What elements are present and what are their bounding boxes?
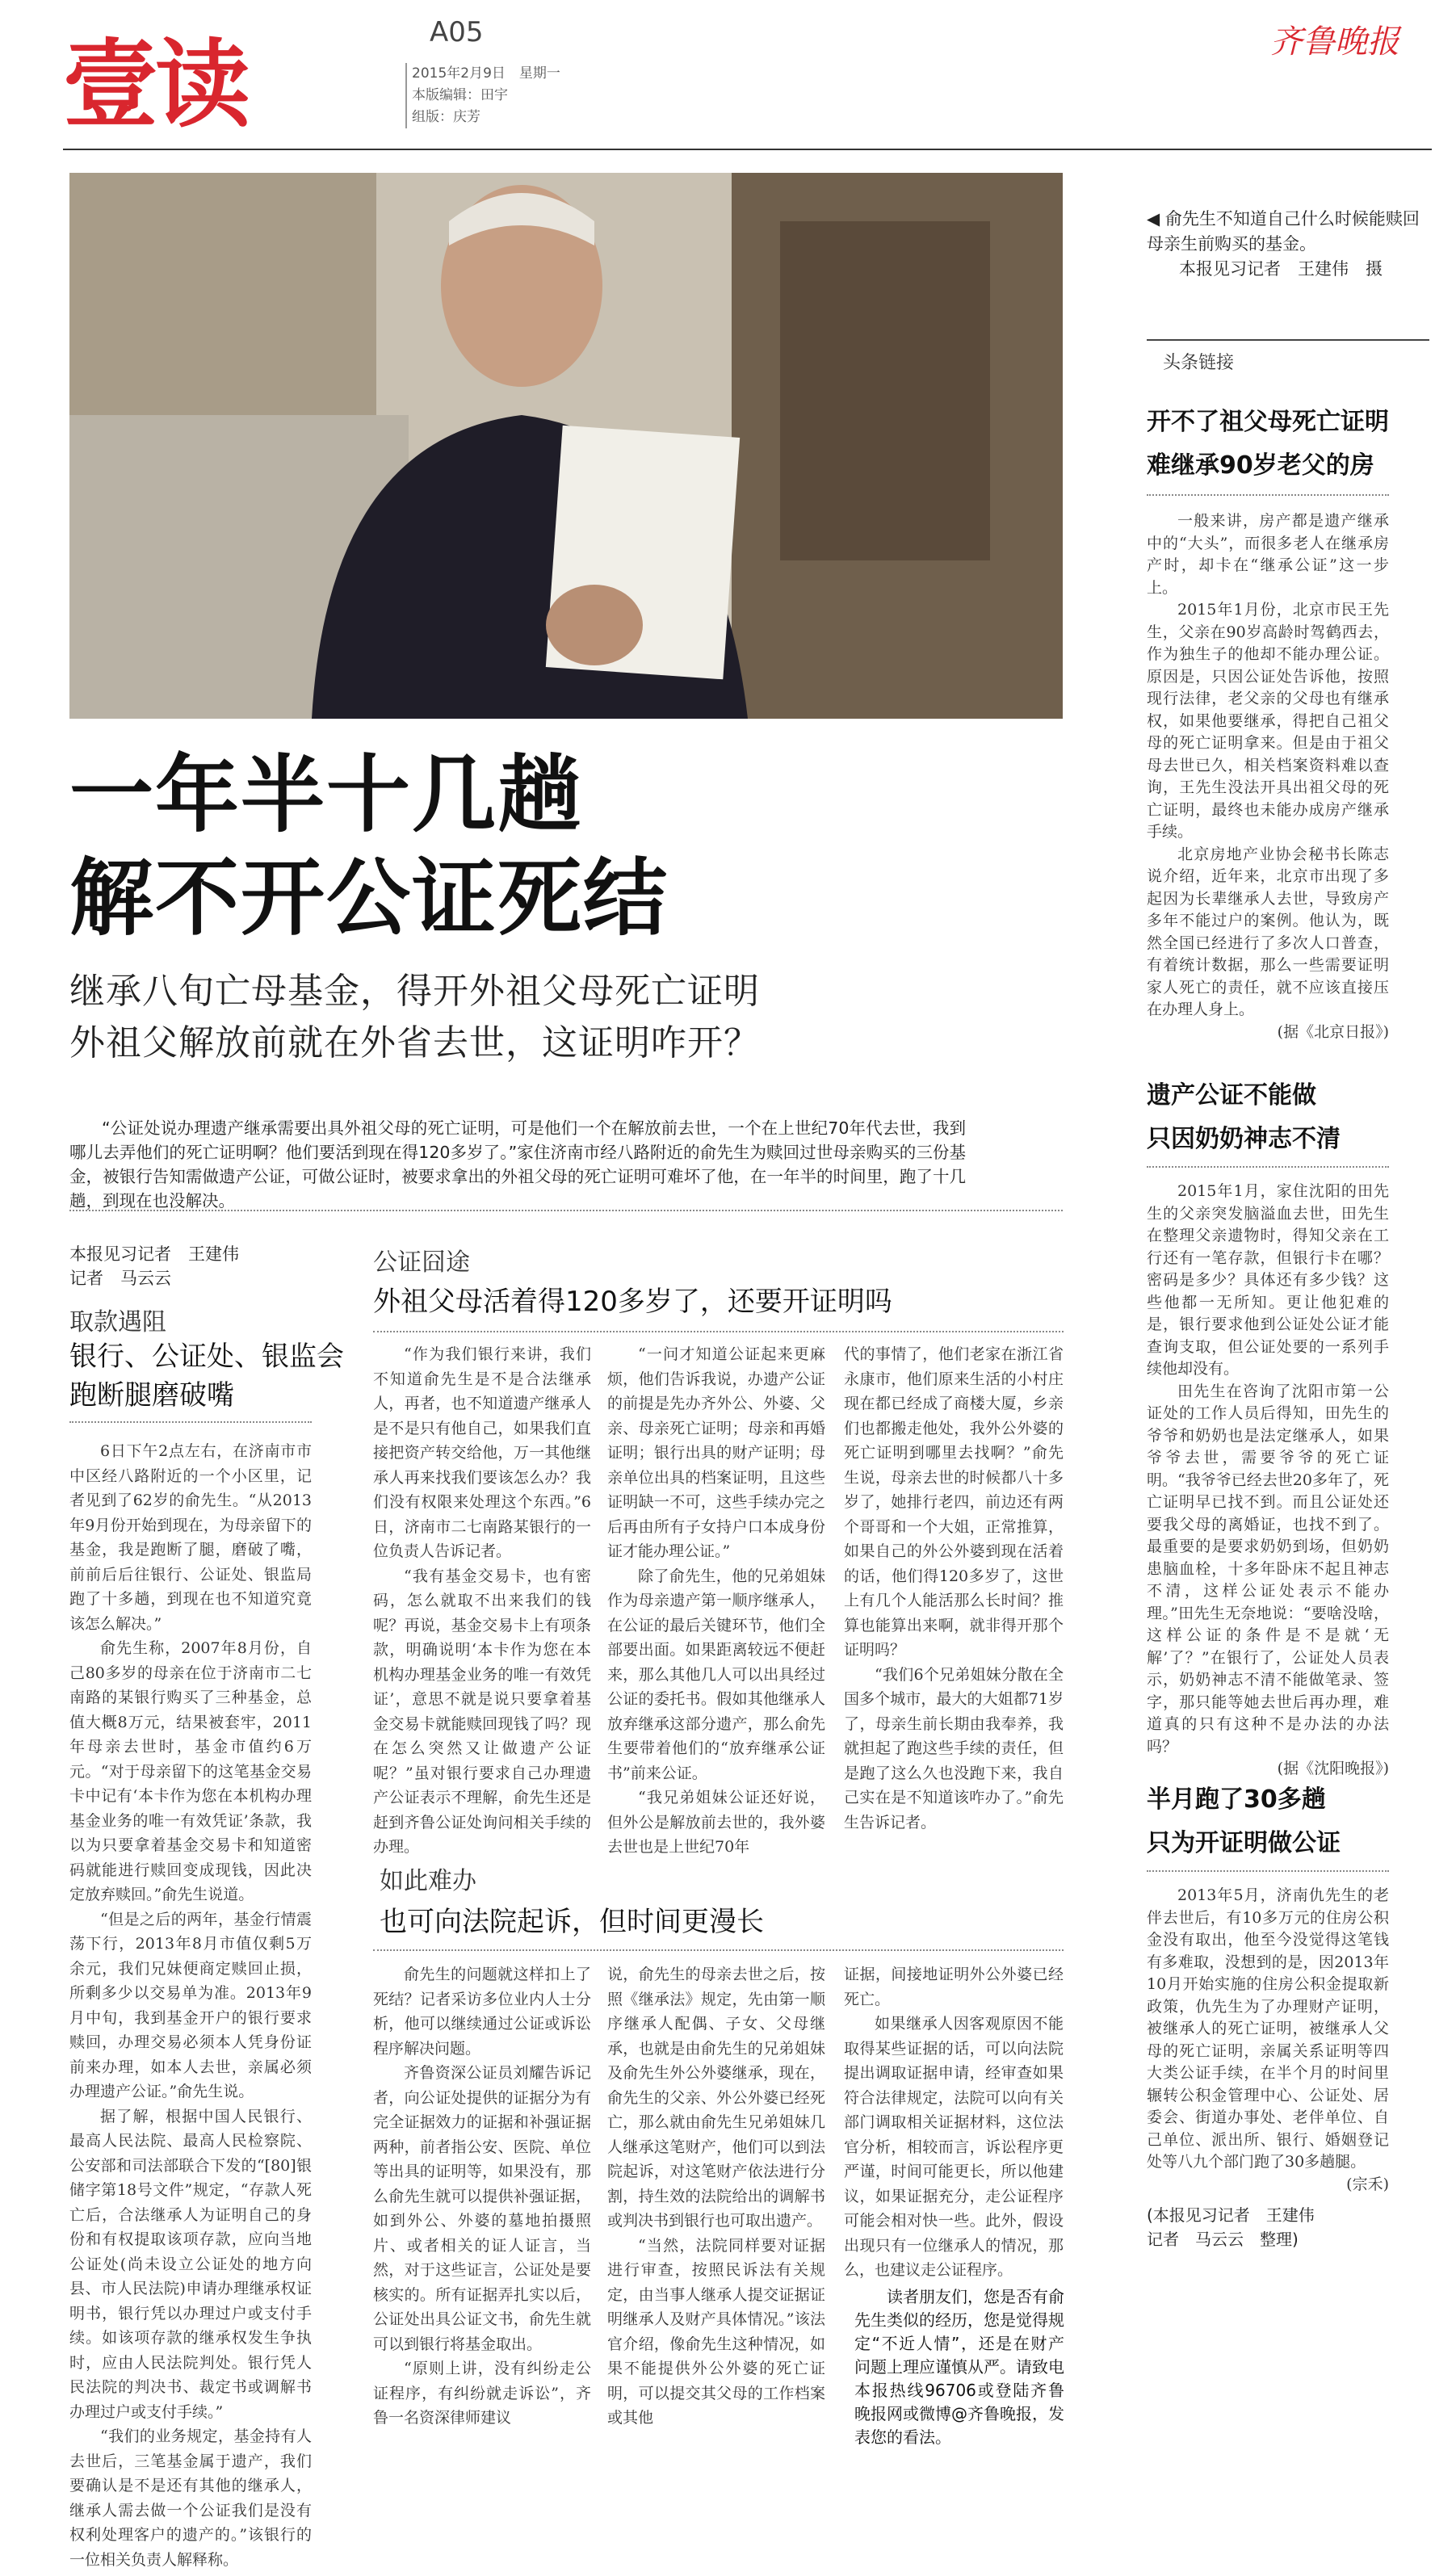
sidebar-story3-title [1147,1778,1437,1865]
masthead-title: 壹读 [63,29,248,141]
column-2-lower [373,1962,591,2447]
sidebar-story3-title-line-1: 半月跑了30多趟 [1147,1785,1326,1814]
reader-feedback-note: 读者朋友们，您是否有俞先生类似的经历，您是觉得规定“不近人情”，还是在财产问题上理应谨慎从严。请致电本报热线96706或登陆齐鲁晚报网或微博@齐鲁晚报，发表您的看法。 [854,2287,1064,2447]
paragraph: 俞先生的问题就这样扣上了死结？记者采访多位业内人士分析，他可以继续通过公证或诉讼程序解决问题。 [373,1966,591,2058]
section2-label: 公证囧途 [373,1248,470,1277]
paragraph: 田先生在咨询了沈阳市第一公证处的工作人员后得知，田先生的爷爷和奶奶也是法定继承人，如果爷爷去世，需要爷爷的死亡证明。“我爷爷已经去世20多年了，死亡证明早已找不到。而且公证处还要我父母的离婚证，也找不到了。最重要的是要求奶奶到场，但奶奶患脑血栓，十多年卧床不起且神志不清，这样公证处表示不能办理。”田先生无奈地说：“要啥没啥，这样公证的条件是不是就‘无解’了？”在银行了，公证处人员表示，奶奶神志不清不能做笔录、签字，那只能等她去世后再办理，难道真的只有这种不是办法的办法吗？ [1147,1382,1389,1756]
newspaper-logo: 齐鲁晚报 [1270,23,1399,61]
byline-reporter-1: 本报见习记者 王建伟 [69,1244,239,1264]
column-4-lower [844,1962,1064,2277]
lead-divider [69,1210,1063,1211]
column-4-upper [844,1342,1064,1843]
paragraph: 一般来讲，房产都是遗产继承中的“大头”，而很多老人在继承房产时，却卡在“继承公证”这一步上。 [1147,512,1389,597]
section2-title: 外祖父母活着得120多岁了，还要开证明吗 [373,1286,892,1318]
section1-title [69,1337,344,1415]
sidebar-story1-title [1147,401,1437,488]
paragraph: 除了俞先生，他的兄弟姐妹作为母亲遗产第一顺序继承人，在公证的最后关键环节，他们全部要出面。如果距离较远不便赶来，那么其他几人可以出具经过公证的委托书。假如其他继承人放弃继承这部分遗产，那么俞先生要带着他们的“放弃继承公证书”前来公证。 [607,1567,825,1782]
paragraph: 6日下午2点左右，在济南市市中区经八路附近的一个小区里，记者见到了62岁的俞先生。“从2013年9月份开始到现在，为母亲留下的基金，我是跑断了腿，磨破了嘴，前前后后往银行、公证处、银监局跑了十多趟，到现在也不知道究竟该怎么解决。” [69,1442,312,1633]
photo-illustration [69,173,1063,719]
section2-divider [373,1331,1064,1332]
sidebar-story2-body [1147,1181,1389,1777]
paragraph: “我兄弟姐妹公证还好说，但外公是解放前去世的，我外婆去世也是上世纪70年 [607,1789,825,1856]
sidebar-story2-title-line-1: 遗产公证不能做 [1147,1081,1316,1110]
photo-caption [1147,207,1421,282]
column-3-upper [607,1342,825,1856]
section1-label: 取款遇阻 [69,1308,166,1336]
byline [69,1242,239,1290]
lead-paragraph: “公证处说办理遗产继承需要出具外祖父母的死亡证明，可是他们一个在解放前去世，一个在上世纪70年代去世，我到哪儿去弄他们的死亡证明啊？他们要活到现在得120多岁了。”家住济南市经八路附近的俞先生为赎回过世母亲购买的三份基金，被银行告知需做遗产公证，可做公证时，被要求拿出的外祖父母的死亡证明可难坏了他，在一年半的时间里，跑了十几趟，到现在也没解决。 [69,1118,966,1210]
sidebar-credit [1147,2203,1421,2251]
column-3-lower [607,1962,825,2447]
section1-title-line-2: 跑断腿磨破嘴 [69,1379,234,1412]
section3-title: 也可向法院起诉，但时间更漫长 [380,1906,764,1938]
section3-divider [373,1949,1064,1951]
page-editor: 本版编辑：田宇 [405,85,560,107]
sidebar-credit-line-2: 记者 马云云 整理) [1147,2230,1299,2249]
sidebar-story2-divider [1147,1166,1389,1168]
caption-text: ◀ 俞先生不知道自己什么时候能赎回母亲生前购买的基金。 [1147,209,1420,254]
sidebar-credit-line-1: (本报见习记者 王建伟 [1147,2205,1315,2225]
subheadline [69,966,760,1069]
masthead-rule [63,149,1432,150]
sidebar-story1-title-line-1: 开不了祖父母死亡证明 [1147,408,1389,436]
headline-line-2: 解不开公证死结 [69,849,669,947]
paragraph: 北京房地产业协会秘书长陈志说介绍，近年来，北京市出现了多起因为长辈继承人去世，导致房产多年不能过户的案例。他认为，既然全国已经进行了多次人口普查，有着统计数据，那么一些需要证明家人死亡的责任，就不应该直接压在办理人身上。 [1147,845,1389,1018]
sidebar-story2-title [1147,1074,1437,1161]
subheadline-line-1: 继承八旬亡母基金，得开外祖父母死亡证明 [69,971,760,1012]
sidebar-story3-source: (宗禾) [1346,2175,1389,2193]
sidebar-story1-source: (据《北京日报》) [1277,1022,1389,1041]
paragraph: “但是之后的两年，基金行情震荡下行，2013年8月市值仅剩5万余元，我们兄妹便商定赎回止损，所剩多少以交易单为准。2013年9月中旬，我到基金开户的银行要求赎回，办理交易必须本人凭身份证前来办理，如本人去世，亲属必须办理遗产公证。”俞先生说。 [69,1910,312,2100]
page-meta [405,63,560,128]
paragraph: “一问才知道公证起来更麻烦，他们告诉我说，办遗产公证的前提是先办齐外公、外婆、父亲、母亲死亡证明；母亲和再婚证明；银行出具的财产证明；母亲单位出具的档案证明，且这些证明缺一不可，这些手续办完之后再由所有子女持户口本成身份证才能办理公证。” [607,1345,825,1560]
paragraph: 齐鲁资深公证员刘耀告诉记者，向公证处提供的证据分为有完全证据效力的证据和补强证据两种，前者指公安、医院、单位等出具的证明等，如果没有，那么俞先生就可以提供补强证据，如到外公、外婆的墓地拍摄照片、或者相关的证人证言，当然，对于这些证言，公证处是要核实的。所有证据弄扎实以后，公证处出具公证文书，俞先生就可以到银行将基金取出。 [373,2064,591,2353]
paragraph: “作为我们银行来讲，我们不知道俞先生是不是合法继承人，再者，也不知道遗产继承人是不是只有他自己，如果我们直接把资产转交给他，万一其他继承人再来找我们要该怎么办？我们没有权限来处理这个东西。”6日，济南市二七南路某银行的一位负责人告诉记者。 [373,1345,591,1560]
news-photo [69,173,1063,719]
column-2-upper [373,1342,591,1856]
headline-line-1: 一年半十几趟 [69,745,584,844]
paragraph: 2015年1月份，北京市民王先生，父亲在90岁高龄时驾鹤西去，作为独生子的他却不能办理公证。原因是，只因公证处告诉他，按照现行法律，老父亲的父母也有继承权，如果他要继承，得把自己祖父母的死亡证明拿来。但是由于祖父母去世已久，相关档案资料难以查询，王先生没法开具出祖父母的死亡证明，最终也未能办成房产继承手续。 [1147,601,1389,841]
byline-reporter-2: 记者 马云云 [69,1269,171,1288]
section1-divider [69,1421,312,1423]
sidebar-story1-divider [1147,494,1389,496]
paragraph: “我有基金交易卡，也有密码，怎么就取不出来我们的钱呢？再说，基金交易卡上有项条款，明确说明‘本卡作为您在本机构办理基金业务的唯一有效凭证’，意思不就是说只要拿着基金交易卡就能赎回现钱了吗？现在怎么突然又让做遗产公证呢？”虽对银行要求自己办理遗产公证表示不理解，俞先生还是赶到齐鲁公证处询问相关手续的办理。 [373,1567,591,1856]
section3-label: 如此难办 [380,1867,476,1895]
paragraph: 代的事情了，他们老家在浙江省永康市，他们原来生活的小村庄现在都已经成了商楼大厦，乡亲们也都搬走他处，我外公外婆的死亡证明到哪里去找啊？”俞先生说，母亲去世的时候都八十多岁了，她排行老四，前边还有两个哥哥和一个大姐，正常推算，如果自己的外公外婆到现在活着的话，他们得120多岁了，这世上有几个人能活那么长时间？推算也能算出来啊，就非得开那个证明吗？ [844,1345,1064,1659]
paragraph: “当然，法院同样要对证据进行审查，按照民诉法有关规定，由当事人继承人提交证据证明继承人及财产具体情况。”该法官介绍，像俞先生这种情况，如果不能提供外公外婆的死亡证明，可以提交其父母的工作档案或其他 [607,2236,825,2427]
sidebar-link-label: 头条链接 [1163,353,1235,373]
paragraph: 说，俞先生的母亲去世之后，按照《继承法》规定，先由第一顺序继承人配偶、子女、父母继承，也就是由俞先生的兄弟姐妹及俞先生外公外婆继承，现在，俞先生的父亲、外公外婆已经死亡，那么就由俞先生兄弟姐妹几人继承这笔财产，他们可以到法院起诉，对这笔财产依法进行分割，持生效的法院给出的调解书或判决书到银行也可取出遗产。 [607,1966,825,2230]
sidebar-story2-title-line-2: 只因奶奶神志不清 [1147,1125,1341,1153]
section1-title-line-1: 银行、公证处、银监会 [69,1341,344,1373]
paragraph: 2013年5月，济南仇先生的老伴去世后，有10多万元的住房公积金没有取出，他至今没觉得这笔钱有多难取，没想到的是，因2013年10月开始实施的住房公积金提取新政策，仇先生为了办理财产证明，被继承人的死亡证明，被继承人父母的死亡证明，亲属关系证明等四大类公证手续，在半个月的时间里辗转公积金管理中心、公证处、居委会、街道办事处、老伴单位、自己单位、派出所、银行、婚姻登记处等八九个部门跑了30多趟腿。 [1147,1886,1389,2171]
paragraph: 证据，间接地证明外公外婆已经死亡。 [844,1966,1064,2008]
page-number: A05 [430,16,484,48]
paragraph: “原则上讲，没有纠纷走公证程序，有纠纷就走诉讼”，齐鲁一名资深律师建议 [373,2360,591,2427]
subheadline-line-2: 外祖父解放前就在外省去世，这证明咋开？ [69,1022,760,1064]
paragraph: 如果继承人因客观原因不能取得某些证据的话，可以向法院提出调取证据申请，经审查如果符合法律规定，法院可以向有关部门调取相关证据材料，这位法官分析，相较而言，诉讼程序更严谨，时间可能更长，所以他建议，如果证据充分，走公证程序可能会相对快一些。此外，假设出现只有一位继承人的情况，那么，也建议走公证程序。 [844,2015,1064,2279]
paragraph: “我们6个兄弟姐妹分散在全国多个城市，最大的大姐都71岁了，母亲生前长期由我奉养，我就担起了跑这些手续的责任，但是跑了这么久也没跑下来，我自己实在是不知道该咋办了。”俞先生告诉记者。 [844,1665,1064,1831]
sidebar-story3-title-line-2: 只为开证明做公证 [1147,1829,1341,1857]
issue-date: 2015年2月9日 星期一 [405,63,560,85]
sidebar-story3-divider [1147,1870,1389,1872]
paragraph: 2015年1月，家住沈阳的田先生的父亲突发脑溢血去世，田先生在整理父亲遗物时，得知父亲在工行还有一笔存款，但银行卡在哪？密码是多少？具体还有多少钱？这些他都一无所知。更让他犯难的是，银行要求他到公证处公证才能查询支取，但公证处要的一系列手续他却没有。 [1147,1182,1389,1378]
headline [69,743,669,950]
sidebar-story1-body [1147,510,1389,1043]
column-1 [69,1439,312,2569]
paragraph: “我们的业务规定，基金持有人去世后，三笔基金属于遗产，我们要确认是不是还有其他的继承人，继承人需去做一个公证我们是没有权利处理客户的遗产的。”该银行的一位相关负责人解释称。 [69,2427,312,2569]
photo-credit: 本报见习记者 王建伟 摄 [1179,259,1383,279]
paragraph: 据了解，根据中国人民银行、最高人民法院、最高人民检察院、公安部和司法部联合下发的“[80]银储字第18号文件”规定，“存款人死亡后，合法继承人为证明自己的身份和有权提取该项存款，应向当地公证处(尚未设立公证处的地方向县、市人民法院)申请办理继承权证明书，银行凭以办理过户或支付手续。如该项存款的继承权发生争执时，应由人民法院判处。银行凭人民法院的判决书、裁定书或调解书办理过户或支付手续。” [69,2107,312,2421]
sidebar-story1-title-line-2: 难继承90岁老父的房 [1147,451,1374,480]
sidebar-story2-source: (据《沈阳晚报》) [1277,1760,1389,1777]
paragraph: 俞先生称，2007年8月份，自己80多岁的母亲在位于济南市二七南路的某银行购买了三种基金，总值大概8万元，结果被套牢，2011年母亲去世时，基金市值约6万元。“对于母亲留下的这笔基金交易卡中记有‘本卡作为您在本机构办理基金业务的唯一有效凭证’条款，我以为只要拿着基金交易卡和知道密码就能进行赎回变成现钱，因此决定放弃赎回。”俞先生说道。 [69,1639,312,1903]
sidebar-story3-body [1147,1885,1389,2200]
page-designer: 组版：庆芳 [405,107,560,128]
sidebar-top-rule [1147,339,1429,341]
